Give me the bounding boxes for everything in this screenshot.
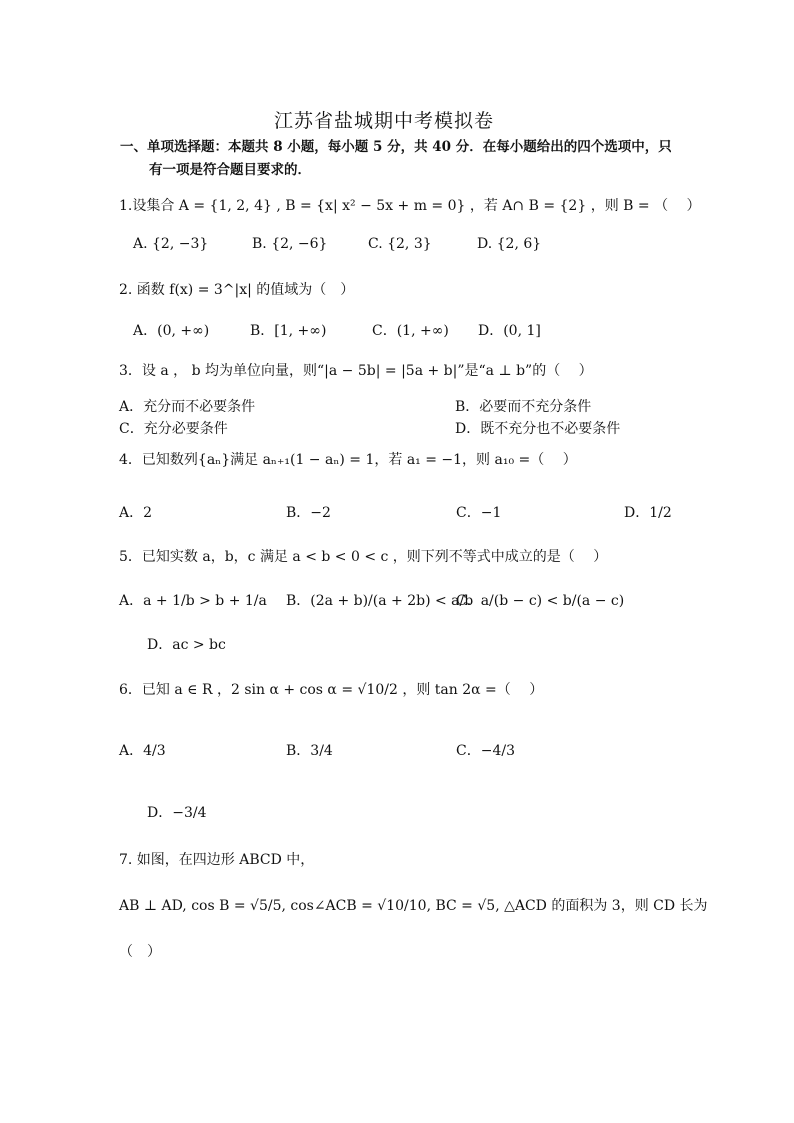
question-1-option-a: A. {2, −3} [133,236,209,252]
section-heading-line2: 有一项是符合题目要求的． [149,162,311,178]
question-3-option-a: A．充分而不必要条件 [119,399,256,415]
question-5-option-a: A．a + 1/b > b + 1/a [119,593,267,609]
question-5-option-c: C．a/(b − c) < b/(a − c) [456,593,625,609]
question-4-option-a: A．2 [119,505,153,521]
question-4-stem: 4．已知数列{aₙ}满足 aₙ₊₁(1 − aₙ) = 1，若 a₁ = −1，则 a₁₀ =（ ） [119,452,577,468]
question-4-option-c: C．−1 [456,505,502,521]
question-7-stem: 7. 如图，在四边形 ABCD 中， [119,852,315,868]
question-5-option-d: D．ac > bc [147,637,226,653]
question-2-option-b: B．[1, +∞) [250,323,327,339]
question-4-option-d: D．1/2 [624,505,672,521]
question-6-option-b: B．3/4 [286,743,333,759]
question-1-option-c: C. {2, 3} [368,236,432,252]
question-2-option-c: C．(1, +∞) [372,323,449,339]
question-7-stem-line2: AB ⊥ AD, cos B = √5/5, cos∠ACB = √10/10, BC = √5, △ACD 的面积为 3，则 CD 长为 [119,898,708,914]
question-6-stem: 6．已知 a ∈ R ，2 sin α + cos α = √10/2 ，则 tan 2α =（ ） [119,682,544,698]
question-4-option-b: B．−2 [286,505,331,521]
question-5-option-b: B．(2a + b)/(a + 2b) < a/b [286,593,474,609]
question-3-option-b: B．必要而不充分条件 [455,399,592,415]
question-5-stem: 5．已知实数 a，b，c 满足 a < b < 0 < c ，则下列不等式中成立的是（ ） [119,549,608,565]
page-title: 江苏省盐城期中考模拟卷 [274,110,495,132]
question-6-option-d: D．−3/4 [147,805,207,821]
question-6-option-c: C．−4/3 [456,743,515,759]
question-2-option-a: A．(0, +∞) [133,323,210,339]
question-1-option-d: D. {2, 6} [477,236,542,252]
question-7-stem-line3: （ ） [119,944,161,960]
question-2-stem: 2. 函数 f(x) = 3^|x| 的值域为（ ） [119,282,355,298]
question-3-option-c: C．充分必要条件 [119,421,228,437]
question-2-option-d: D．(0, 1] [478,323,541,339]
question-3-option-d: D．既不充分也不必要条件 [455,421,621,437]
section-heading-line1: 一、单项选择题：本题共 8 小题，每小题 5 分，共 40 分．在每小题给出的四个选项中，只 [120,139,672,155]
question-1-stem: 1.设集合 A = {1, 2, 4} , B = {x| x² − 5x + m = 0} ，若 A∩ B = {2} ，则 B = （ ） [119,198,701,214]
question-6-option-a: A．4/3 [119,743,166,759]
question-3-stem: 3．设 a ， b 均为单位向量，则“|a − 5b| = |5a + b|”是“a ⊥ b”的（ ） [119,363,593,379]
question-1-option-b: B. {2, −6} [252,236,328,252]
